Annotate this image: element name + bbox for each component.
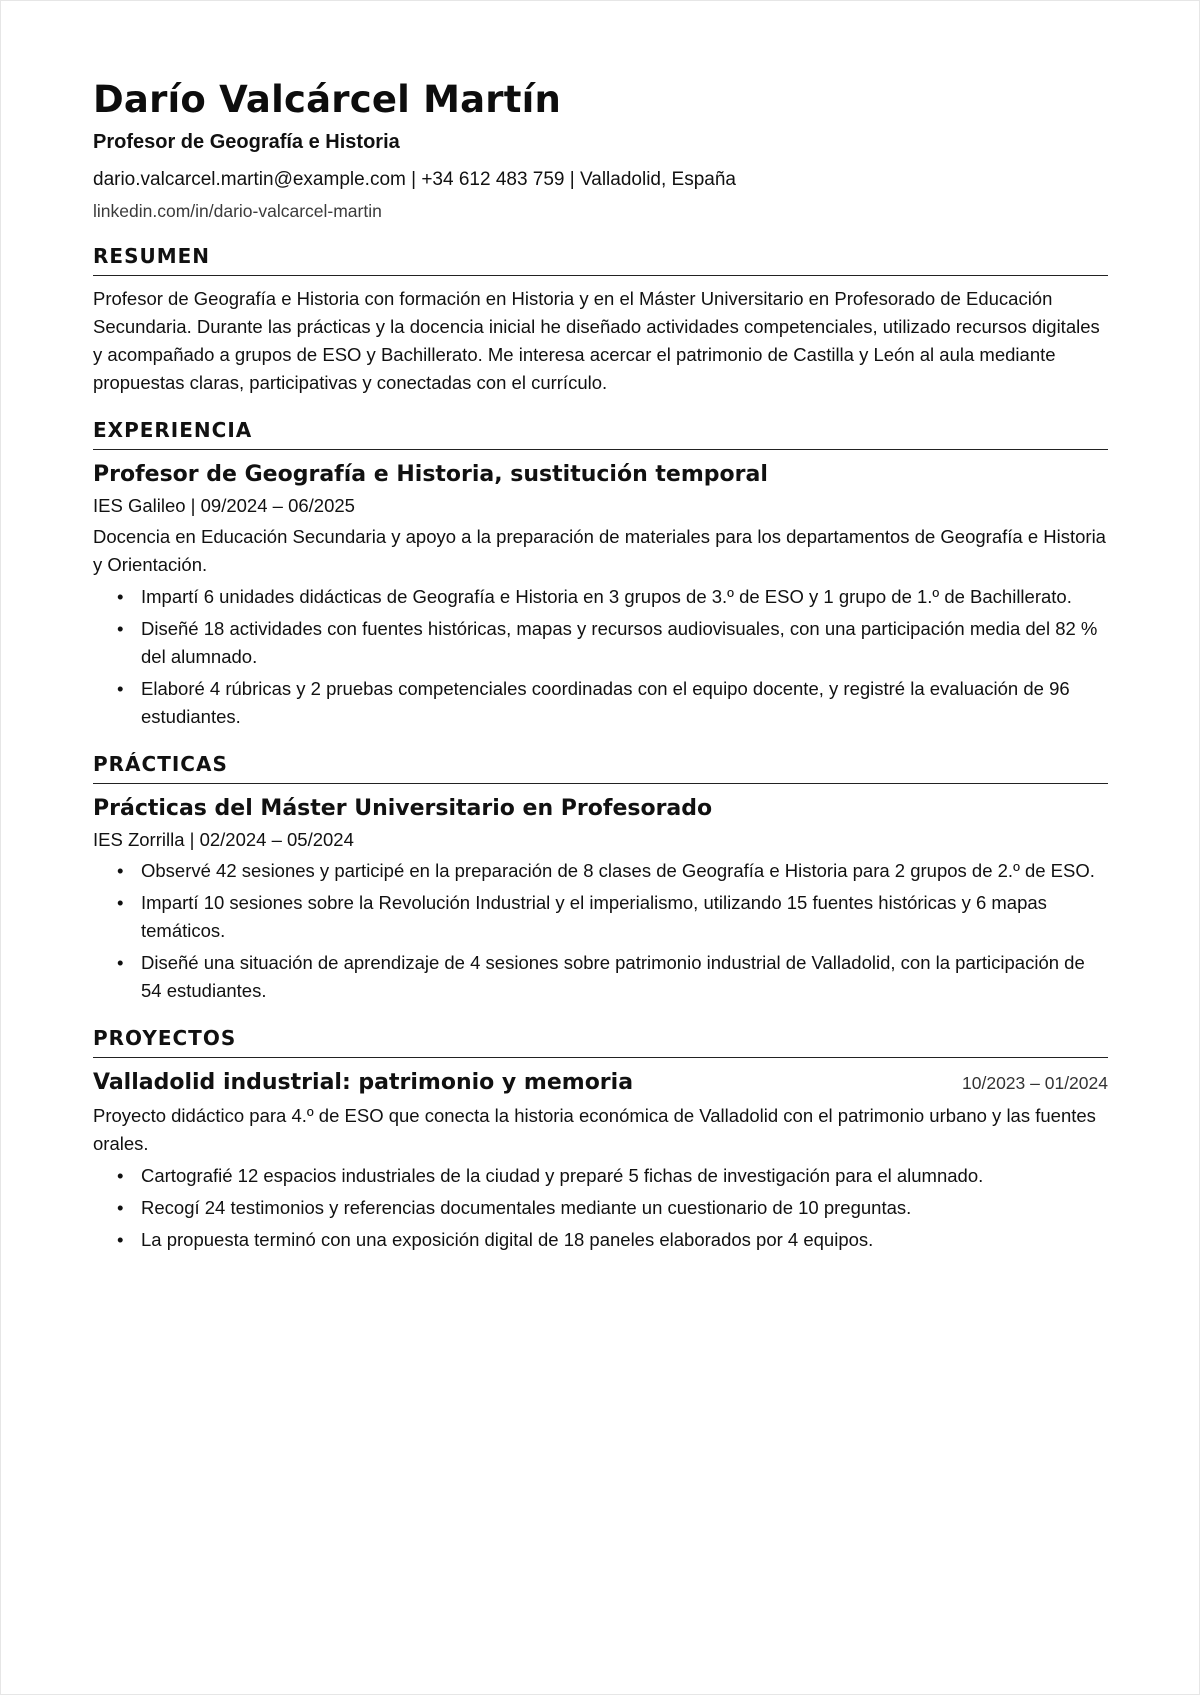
linkedin-link[interactable]: linkedin.com/in/dario-valcarcel-martin — [93, 201, 382, 221]
project-entry-description: Proyecto didáctico para 4.º de ESO que conecta la historia económica de Valladolid con el patrimonio urbano y las fuentes orales. — [93, 1105, 1096, 1154]
project-bullet-list — [93, 1162, 1108, 1254]
resume-content — [93, 76, 1108, 1254]
bullet-text: Elaboré 4 rúbricas y 2 pruebas competenciales coordinadas con el equipo docente, y registré la evaluación de 96 estudiantes. — [141, 678, 1070, 727]
bullet-text: Impartí 10 sesiones sobre la Revolución Industrial y el imperialismo, utilizando 15 fuentes históricas y 6 mapas temáticos. — [141, 892, 1047, 941]
projects-section — [93, 1025, 1108, 1254]
bullet-icon: • — [117, 1165, 124, 1186]
summary-text: Profesor de Geografía e Historia con formación en Historia y en el Máster Universitario en Profesorado de Educación Secundaria. Durante las prácticas y la docencia inicial he diseñado actividades competenciales, utilizado recursos digitales y acompañado a grupos de ESO y Bachillerato. Me interesa acercar el patrimonio de Castilla y León al aula mediante propuestas claras, participativas y conectadas con el currículo. — [93, 288, 1100, 393]
section-title-proyectos: PROYECTOS — [93, 1025, 1108, 1058]
bullet-icon: • — [117, 1197, 124, 1218]
section-title-experiencia: EXPERIENCIA — [93, 417, 1108, 450]
experience-section — [93, 417, 1108, 731]
experience-entry-title: Profesor de Geografía e Historia, sustitución temporal — [93, 462, 768, 487]
bullet-icon: • — [117, 586, 124, 607]
bullet-text: Diseñé una situación de aprendizaje de 4 sesiones sobre patrimonio industrial de Valladolid, con la participación de 54 estudiantes. — [141, 952, 1085, 1001]
experience-entry-meta: IES Galileo | 09/2024 – 06/2025 — [93, 495, 355, 516]
bullet-icon: • — [117, 860, 124, 881]
bullet-icon: • — [117, 1229, 124, 1250]
bullet-icon: • — [117, 952, 124, 973]
bullet-text: Impartí 6 unidades didácticas de Geografía e Historia en 3 grupos de 3.º de ESO y 1 grupo de 1.º de Bachillerato. — [141, 586, 1072, 607]
experience-entry-header — [93, 460, 1108, 490]
bullet-text: Observé 42 sesiones y participé en la preparación de 8 clases de Geografía e Historia para 2 grupos de 2.º de ESO. — [141, 860, 1095, 881]
list-item — [93, 675, 1108, 731]
bullet-icon: • — [117, 892, 124, 913]
internship-entry-meta: IES Zorrilla | 02/2024 – 05/2024 — [93, 829, 354, 850]
list-item — [93, 1194, 1108, 1222]
internship-entry-title: Prácticas del Máster Universitario en Profesorado — [93, 796, 713, 821]
project-entry-header — [93, 1068, 1108, 1098]
section-title-practicas: PRÁCTICAS — [93, 751, 1108, 784]
bullet-icon: • — [117, 678, 124, 699]
experience-bullet-list — [93, 583, 1108, 731]
list-item — [93, 1226, 1108, 1254]
list-item — [93, 615, 1108, 671]
project-entry-title: Valladolid industrial: patrimonio y memoria — [93, 1070, 634, 1095]
bullet-text: Recogí 24 testimonios y referencias documentales mediante un cuestionario de 10 preguntas. — [141, 1197, 912, 1218]
list-item — [93, 889, 1108, 945]
list-item — [93, 949, 1108, 1005]
internship-entry-header — [93, 794, 1108, 824]
list-item — [93, 857, 1108, 885]
resume-header — [93, 76, 1108, 223]
candidate-role: Profesor de Geografía e Historia — [93, 131, 400, 153]
contact-line: dario.valcarcel.martin@example.com | +34 612 483 759 | Valladolid, España — [93, 169, 736, 190]
experience-entry-description: Docencia en Educación Secundaria y apoyo a la preparación de materiales para los departamentos de Geografía e Historia y Orientación. — [93, 526, 1106, 575]
summary-section — [93, 243, 1108, 397]
bullet-text: La propuesta terminó con una exposición digital de 18 paneles elaborados por 4 equipos. — [141, 1229, 874, 1250]
bullet-text: Diseñé 18 actividades con fuentes históricas, mapas y recursos audiovisuales, con una participación media del 82 % del alumnado. — [141, 618, 1098, 667]
bullet-text: Cartografié 12 espacios industriales de la ciudad y preparé 5 fichas de investigación para el alumnado. — [141, 1165, 984, 1186]
bullet-icon: • — [117, 618, 124, 639]
project-entry-date: 10/2023 – 01/2024 — [962, 1073, 1108, 1093]
candidate-name: Darío Valcárcel Martín — [93, 78, 562, 121]
list-item — [93, 1162, 1108, 1190]
internship-section — [93, 751, 1108, 1005]
section-title-resumen: RESUMEN — [93, 243, 1108, 276]
list-item — [93, 583, 1108, 611]
internship-bullet-list — [93, 857, 1108, 1005]
